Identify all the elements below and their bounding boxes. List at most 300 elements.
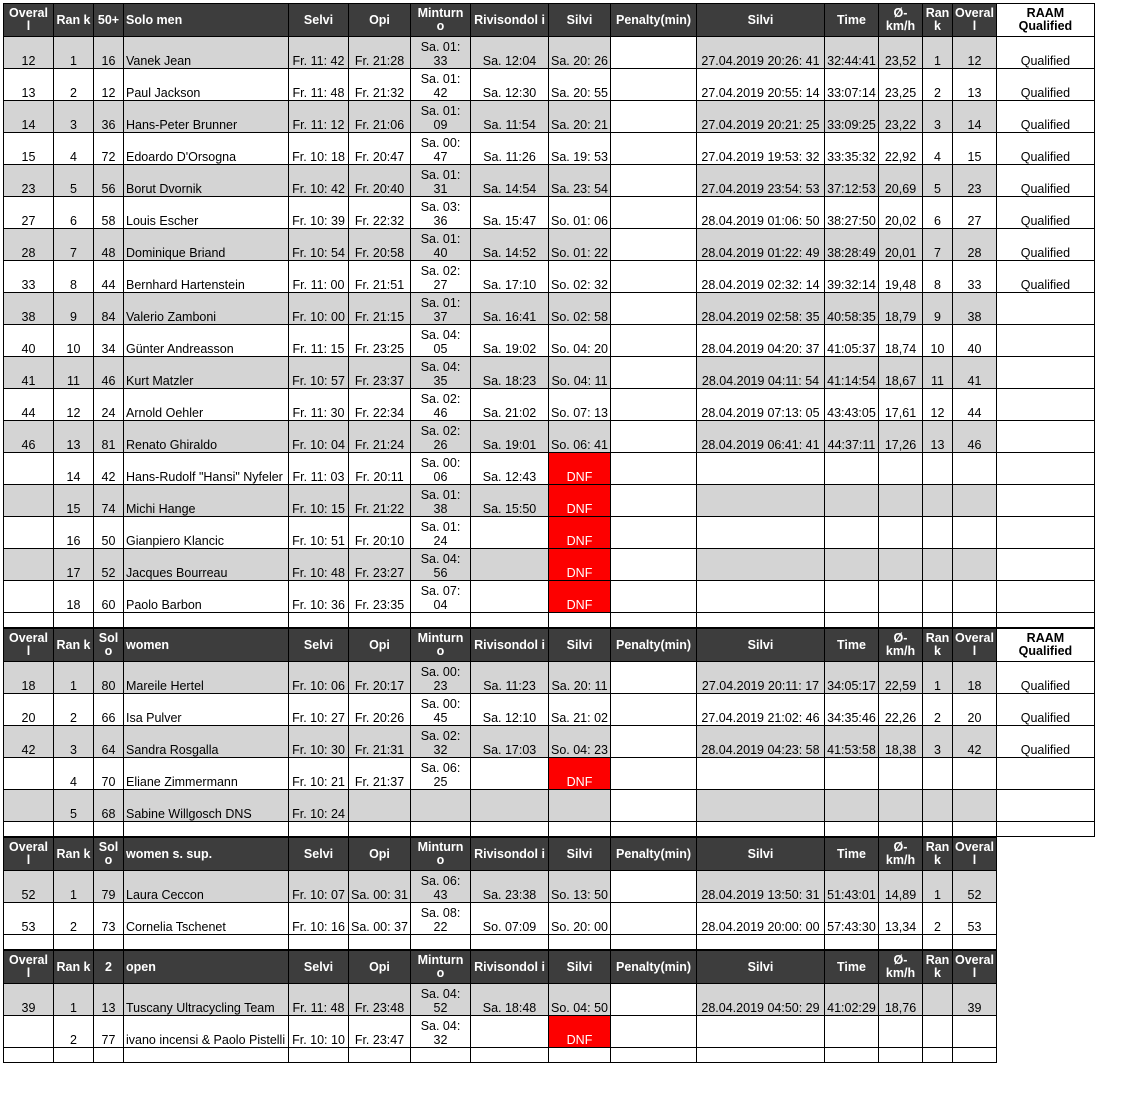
cell-selvi: Fr. 10: 42 bbox=[289, 165, 349, 197]
cell-silvi: So. 04: 23 bbox=[549, 726, 611, 758]
cell-opi: Fr. 22:32 bbox=[349, 197, 411, 229]
cell-bib: 52 bbox=[94, 549, 124, 581]
cell-overall: 39 bbox=[4, 984, 54, 1016]
cell-selvi: Fr. 10: 30 bbox=[289, 726, 349, 758]
table-row bbox=[4, 389, 1095, 421]
cell-raam bbox=[996, 325, 1094, 357]
spacer-cell bbox=[879, 613, 923, 628]
cell-time: 41:53:58 bbox=[825, 726, 879, 758]
cell-overall2: 28 bbox=[953, 229, 997, 261]
cell-minturno: Sa. 02: 27 bbox=[411, 261, 471, 293]
cell-rank: 10 bbox=[54, 325, 94, 357]
cell-overall bbox=[4, 549, 54, 581]
cell-bib: 44 bbox=[94, 261, 124, 293]
cell-silvi-finish: 28.04.2019 04:11: 54 bbox=[697, 357, 825, 389]
spacer-cell bbox=[124, 613, 289, 628]
cell-rank2 bbox=[923, 485, 953, 517]
cell-minturno: Sa. 04: 05 bbox=[411, 325, 471, 357]
cell-raam: Qualified bbox=[996, 133, 1094, 165]
table-row bbox=[4, 726, 1095, 758]
header-time: Time bbox=[825, 629, 879, 662]
table-row bbox=[4, 485, 1095, 517]
spacer-cell bbox=[54, 613, 94, 628]
cell-bib: 36 bbox=[94, 101, 124, 133]
table-row bbox=[4, 357, 1095, 389]
cell-selvi: Fr. 11: 15 bbox=[289, 325, 349, 357]
cell-rank: 3 bbox=[54, 101, 94, 133]
cell-rank: 1 bbox=[54, 662, 94, 694]
cell-penalty bbox=[611, 101, 697, 133]
spacer-cell bbox=[94, 822, 124, 837]
cell-rank: 1 bbox=[54, 984, 94, 1016]
table-row bbox=[4, 790, 1095, 822]
header-penalty: Penalty(min) bbox=[611, 629, 697, 662]
header-silvi: Silvi bbox=[549, 951, 611, 984]
cell-raam bbox=[996, 453, 1094, 485]
cell-opi bbox=[349, 790, 411, 822]
cell-silvi-finish: 28.04.2019 07:13: 05 bbox=[697, 389, 825, 421]
cell-penalty bbox=[611, 453, 697, 485]
cell-overall2: 23 bbox=[953, 165, 997, 197]
cell-penalty bbox=[611, 69, 697, 101]
spacer-cell bbox=[549, 822, 611, 837]
spacer-cell bbox=[996, 613, 1094, 628]
cell-penalty bbox=[611, 421, 697, 453]
cell-overall bbox=[4, 453, 54, 485]
cell-overall2: 15 bbox=[953, 133, 997, 165]
cell-name: Sabine Willgosch DNS bbox=[124, 790, 289, 822]
header-minturno: Minturn o bbox=[411, 951, 471, 984]
cell-opi: Fr. 22:34 bbox=[349, 389, 411, 421]
header-overall2: Overal l bbox=[953, 629, 997, 662]
header-selvi: Selvi bbox=[289, 838, 349, 871]
cell-selvi: Fr. 11: 42 bbox=[289, 37, 349, 69]
table-row bbox=[4, 453, 1095, 485]
cell-rank: 11 bbox=[54, 357, 94, 389]
cell-silvi: Sa. 21: 02 bbox=[549, 694, 611, 726]
cell-time bbox=[825, 453, 879, 485]
cell-rank2 bbox=[923, 790, 953, 822]
cell-silvi-finish: 28.04.2019 06:41: 41 bbox=[697, 421, 825, 453]
cell-name: Laura Ceccon bbox=[124, 871, 289, 903]
table-row bbox=[4, 517, 1095, 549]
cell-bib: 46 bbox=[94, 357, 124, 389]
spacer-cell bbox=[996, 822, 1094, 837]
header-rank2: Ran k bbox=[923, 838, 953, 871]
cell-rank2 bbox=[923, 984, 953, 1016]
spacer-cell bbox=[471, 1048, 549, 1063]
cell-opi: Fr. 20:47 bbox=[349, 133, 411, 165]
cell-selvi: Fr. 10: 10 bbox=[289, 1016, 349, 1048]
cell-time bbox=[825, 1016, 879, 1048]
cell-raam: Qualified bbox=[996, 165, 1094, 197]
table-row bbox=[4, 871, 997, 903]
cell-silvi: So. 13: 50 bbox=[549, 871, 611, 903]
cell-penalty bbox=[611, 133, 697, 165]
header-rank: Ran k bbox=[54, 838, 94, 871]
cell-bib: 68 bbox=[94, 790, 124, 822]
header-minturno: Minturn o bbox=[411, 629, 471, 662]
cell-silvi-finish bbox=[697, 485, 825, 517]
spacer-cell bbox=[879, 935, 923, 950]
cell-rank2: 7 bbox=[923, 229, 953, 261]
header-silvi-finish: Silvi bbox=[697, 838, 825, 871]
spacer-cell bbox=[611, 935, 697, 950]
cell-selvi: Fr. 11: 03 bbox=[289, 453, 349, 485]
cell-time bbox=[825, 790, 879, 822]
spacer-cell bbox=[697, 935, 825, 950]
cell-silvi: So. 01: 06 bbox=[549, 197, 611, 229]
cell-rank: 3 bbox=[54, 726, 94, 758]
header-bib: 2 bbox=[94, 951, 124, 984]
cell-overall2: 53 bbox=[953, 903, 997, 935]
cell-raam bbox=[996, 357, 1094, 389]
cell-rivisondoli: Sa. 12:04 bbox=[471, 37, 549, 69]
cell-opi: Fr. 23:47 bbox=[349, 1016, 411, 1048]
spacer-cell bbox=[879, 822, 923, 837]
cell-rivisondoli bbox=[471, 581, 549, 613]
cell-raam: Qualified bbox=[996, 261, 1094, 293]
cell-overall bbox=[4, 758, 54, 790]
cell-overall2: 13 bbox=[953, 69, 997, 101]
cell-rank2: 10 bbox=[923, 325, 953, 357]
cell-time: 32:44:41 bbox=[825, 37, 879, 69]
cell-speed: 20,01 bbox=[879, 229, 923, 261]
cell-overall: 53 bbox=[4, 903, 54, 935]
cell-speed bbox=[879, 581, 923, 613]
header-rivisondoli: Rivisondol i bbox=[471, 838, 549, 871]
cell-silvi-finish: 27.04.2019 20:21: 25 bbox=[697, 101, 825, 133]
header-minturno: Minturn o bbox=[411, 4, 471, 37]
cell-speed: 23,52 bbox=[879, 37, 923, 69]
cell-speed: 20,69 bbox=[879, 165, 923, 197]
cell-overall2: 38 bbox=[953, 293, 997, 325]
cell-selvi: Fr. 10: 21 bbox=[289, 758, 349, 790]
cell-speed: 19,48 bbox=[879, 261, 923, 293]
cell-overall: 27 bbox=[4, 197, 54, 229]
cell-name: Isa Pulver bbox=[124, 694, 289, 726]
cell-rank: 15 bbox=[54, 485, 94, 517]
spacer-cell bbox=[4, 822, 54, 837]
cell-overall2: 40 bbox=[953, 325, 997, 357]
header-minturno: Minturn o bbox=[411, 838, 471, 871]
cell-overall2: 41 bbox=[953, 357, 997, 389]
cell-rivisondoli bbox=[471, 758, 549, 790]
cell-silvi: DNF bbox=[549, 581, 611, 613]
header-rank2: Ran k bbox=[923, 951, 953, 984]
cell-silvi-finish: 28.04.2019 02:32: 14 bbox=[697, 261, 825, 293]
table-row bbox=[4, 229, 1095, 261]
spacer-cell bbox=[349, 935, 411, 950]
cell-time: 33:09:25 bbox=[825, 101, 879, 133]
cell-name: Edoardo D'Orsogna bbox=[124, 133, 289, 165]
cell-speed: 18,74 bbox=[879, 325, 923, 357]
cell-name: Günter Andreasson bbox=[124, 325, 289, 357]
cell-time: 39:32:14 bbox=[825, 261, 879, 293]
cell-selvi: Fr. 11: 12 bbox=[289, 101, 349, 133]
spacer-cell bbox=[549, 1048, 611, 1063]
header-speed: Ø-km/h bbox=[879, 951, 923, 984]
cell-bib: 73 bbox=[94, 903, 124, 935]
cell-selvi: Fr. 10: 15 bbox=[289, 485, 349, 517]
cell-opi: Fr. 21:15 bbox=[349, 293, 411, 325]
cell-penalty bbox=[611, 871, 697, 903]
cell-rivisondoli: Sa. 18:23 bbox=[471, 357, 549, 389]
cell-opi: Fr. 21:24 bbox=[349, 421, 411, 453]
cell-rivisondoli: Sa. 23:38 bbox=[471, 871, 549, 903]
cell-opi: Fr. 20:10 bbox=[349, 517, 411, 549]
cell-time: 34:35:46 bbox=[825, 694, 879, 726]
cell-name: Tuscany Ultracycling Team bbox=[124, 984, 289, 1016]
cell-time: 33:35:32 bbox=[825, 133, 879, 165]
header-overall2: Overal l bbox=[953, 951, 997, 984]
cell-overall2 bbox=[953, 549, 997, 581]
cell-silvi-finish bbox=[697, 1016, 825, 1048]
spacer-cell bbox=[4, 1048, 54, 1063]
header-rank: Ran k bbox=[54, 951, 94, 984]
cell-minturno: Sa. 00: 23 bbox=[411, 662, 471, 694]
header-opi: Opi bbox=[349, 951, 411, 984]
spacer-cell bbox=[124, 822, 289, 837]
spacer-cell bbox=[289, 1048, 349, 1063]
cell-silvi: So. 02: 58 bbox=[549, 293, 611, 325]
cell-silvi-finish bbox=[697, 453, 825, 485]
cell-overall: 40 bbox=[4, 325, 54, 357]
spacer-cell bbox=[923, 822, 953, 837]
spacer-cell bbox=[697, 613, 825, 628]
cell-overall bbox=[4, 581, 54, 613]
cell-speed: 23,22 bbox=[879, 101, 923, 133]
cell-minturno: Sa. 01: 37 bbox=[411, 293, 471, 325]
header-overall: Overal l bbox=[4, 629, 54, 662]
cell-selvi: Fr. 10: 39 bbox=[289, 197, 349, 229]
spacer-cell bbox=[549, 613, 611, 628]
cell-penalty bbox=[611, 517, 697, 549]
cell-minturno: Sa. 08: 22 bbox=[411, 903, 471, 935]
cell-rank2 bbox=[923, 758, 953, 790]
cell-raam: Qualified bbox=[996, 101, 1094, 133]
cell-name: Louis Escher bbox=[124, 197, 289, 229]
cell-rank2: 13 bbox=[923, 421, 953, 453]
cell-rank2: 1 bbox=[923, 871, 953, 903]
header-selvi: Selvi bbox=[289, 951, 349, 984]
cell-minturno: Sa. 04: 35 bbox=[411, 357, 471, 389]
spacer-cell bbox=[611, 1048, 697, 1063]
cell-minturno bbox=[411, 790, 471, 822]
header-overall2: Overal l bbox=[953, 4, 997, 37]
cell-silvi-finish: 27.04.2019 23:54: 53 bbox=[697, 165, 825, 197]
cell-penalty bbox=[611, 389, 697, 421]
cell-rank: 13 bbox=[54, 421, 94, 453]
cell-overall2: 27 bbox=[953, 197, 997, 229]
cell-time: 34:05:17 bbox=[825, 662, 879, 694]
cell-silvi-finish: 28.04.2019 20:00: 00 bbox=[697, 903, 825, 935]
cell-minturno: Sa. 00: 45 bbox=[411, 694, 471, 726]
cell-opi: Fr. 23:25 bbox=[349, 325, 411, 357]
cell-penalty bbox=[611, 758, 697, 790]
cell-selvi: Fr. 10: 36 bbox=[289, 581, 349, 613]
cell-penalty bbox=[611, 197, 697, 229]
spacer-row bbox=[4, 613, 1095, 628]
cell-rank: 14 bbox=[54, 453, 94, 485]
cell-minturno: Sa. 01: 33 bbox=[411, 37, 471, 69]
cell-penalty bbox=[611, 261, 697, 293]
spacer-cell bbox=[94, 1048, 124, 1063]
spacer-cell bbox=[411, 935, 471, 950]
cell-overall: 18 bbox=[4, 662, 54, 694]
cell-selvi: Fr. 10: 04 bbox=[289, 421, 349, 453]
cell-rank: 6 bbox=[54, 197, 94, 229]
cell-speed: 22,26 bbox=[879, 694, 923, 726]
cell-name: Vanek Jean bbox=[124, 37, 289, 69]
cell-rank2: 4 bbox=[923, 133, 953, 165]
cell-rank: 7 bbox=[54, 229, 94, 261]
spacer-cell bbox=[923, 1048, 953, 1063]
cell-selvi: Fr. 10: 27 bbox=[289, 694, 349, 726]
cell-rank: 5 bbox=[54, 165, 94, 197]
cell-speed bbox=[879, 517, 923, 549]
cell-time bbox=[825, 517, 879, 549]
cell-opi: Fr. 20:58 bbox=[349, 229, 411, 261]
cell-rivisondoli bbox=[471, 1016, 549, 1048]
table-row bbox=[4, 197, 1095, 229]
cell-name: Kurt Matzler bbox=[124, 357, 289, 389]
table-row bbox=[4, 694, 1095, 726]
cell-rank: 16 bbox=[54, 517, 94, 549]
cell-minturno: Sa. 02: 32 bbox=[411, 726, 471, 758]
cell-minturno: Sa. 00: 06 bbox=[411, 453, 471, 485]
cell-overall2: 52 bbox=[953, 871, 997, 903]
cell-silvi: DNF bbox=[549, 517, 611, 549]
cell-selvi: Fr. 10: 51 bbox=[289, 517, 349, 549]
spacer-cell bbox=[124, 1048, 289, 1063]
cell-rivisondoli: Sa. 12:43 bbox=[471, 453, 549, 485]
cell-time: 43:43:05 bbox=[825, 389, 879, 421]
spacer-cell bbox=[953, 935, 997, 950]
cell-rivisondoli: Sa. 14:52 bbox=[471, 229, 549, 261]
header-time: Time bbox=[825, 951, 879, 984]
cell-name: Hans-Rudolf "Hansi" Nyfeler bbox=[124, 453, 289, 485]
cell-bib: 81 bbox=[94, 421, 124, 453]
header-row bbox=[4, 4, 1095, 37]
cell-selvi: Fr. 11: 48 bbox=[289, 69, 349, 101]
cell-speed: 14,89 bbox=[879, 871, 923, 903]
cell-speed: 22,59 bbox=[879, 662, 923, 694]
header-silvi: Silvi bbox=[549, 4, 611, 37]
cell-silvi-finish: 27.04.2019 19:53: 32 bbox=[697, 133, 825, 165]
cell-rank: 2 bbox=[54, 1016, 94, 1048]
cell-rivisondoli bbox=[471, 517, 549, 549]
cell-penalty bbox=[611, 903, 697, 935]
cell-name: Valerio Zamboni bbox=[124, 293, 289, 325]
cell-raam bbox=[996, 549, 1094, 581]
cell-opi: Fr. 21:28 bbox=[349, 37, 411, 69]
cell-overall2: 12 bbox=[953, 37, 997, 69]
header-speed: Ø-km/h bbox=[879, 4, 923, 37]
cell-silvi-finish bbox=[697, 517, 825, 549]
cell-rank2: 9 bbox=[923, 293, 953, 325]
cell-opi: Fr. 23:48 bbox=[349, 984, 411, 1016]
cell-selvi: Fr. 10: 16 bbox=[289, 903, 349, 935]
spacer-cell bbox=[4, 613, 54, 628]
cell-rank2: 2 bbox=[923, 69, 953, 101]
spacer-cell bbox=[825, 613, 879, 628]
cell-overall: 38 bbox=[4, 293, 54, 325]
header-silvi-finish: Silvi bbox=[697, 4, 825, 37]
cell-time bbox=[825, 485, 879, 517]
header-speed: Ø-km/h bbox=[879, 838, 923, 871]
spacer-cell bbox=[953, 822, 997, 837]
cell-opi: Fr. 23:35 bbox=[349, 581, 411, 613]
cell-opi: Fr. 21:06 bbox=[349, 101, 411, 133]
cell-rank: 2 bbox=[54, 903, 94, 935]
cell-overall: 13 bbox=[4, 69, 54, 101]
spacer-cell bbox=[289, 935, 349, 950]
cell-overall2: 14 bbox=[953, 101, 997, 133]
cell-opi: Fr. 21:22 bbox=[349, 485, 411, 517]
header-overall: Overal l bbox=[4, 838, 54, 871]
cell-rank: 18 bbox=[54, 581, 94, 613]
cell-rivisondoli: Sa. 12:10 bbox=[471, 694, 549, 726]
header-time: Time bbox=[825, 4, 879, 37]
cell-overall: 28 bbox=[4, 229, 54, 261]
cell-bib: 84 bbox=[94, 293, 124, 325]
header-opi: Opi bbox=[349, 4, 411, 37]
cell-bib: 24 bbox=[94, 389, 124, 421]
spacer-cell bbox=[94, 613, 124, 628]
cell-name: ivano incensi & Paolo Pistelli bbox=[124, 1016, 289, 1048]
cell-speed bbox=[879, 485, 923, 517]
cell-silvi: DNF bbox=[549, 549, 611, 581]
cell-penalty bbox=[611, 549, 697, 581]
cell-selvi: Fr. 10: 54 bbox=[289, 229, 349, 261]
cell-speed: 20,02 bbox=[879, 197, 923, 229]
cell-penalty bbox=[611, 325, 697, 357]
cell-opi: Fr. 20:26 bbox=[349, 694, 411, 726]
cell-rank2 bbox=[923, 581, 953, 613]
cell-overall: 42 bbox=[4, 726, 54, 758]
cell-time: 44:37:11 bbox=[825, 421, 879, 453]
cell-raam bbox=[996, 517, 1094, 549]
header-row bbox=[4, 629, 1095, 662]
table-row bbox=[4, 325, 1095, 357]
cell-speed: 18,38 bbox=[879, 726, 923, 758]
cell-speed: 23,25 bbox=[879, 69, 923, 101]
cell-silvi: DNF bbox=[549, 453, 611, 485]
spacer-cell bbox=[923, 613, 953, 628]
cell-overall2 bbox=[953, 758, 997, 790]
cell-bib: 64 bbox=[94, 726, 124, 758]
cell-overall2: 20 bbox=[953, 694, 997, 726]
cell-selvi: Fr. 11: 30 bbox=[289, 389, 349, 421]
cell-raam: Qualified bbox=[996, 69, 1094, 101]
cell-bib: 79 bbox=[94, 871, 124, 903]
cell-selvi: Fr. 10: 24 bbox=[289, 790, 349, 822]
spacer-cell bbox=[471, 935, 549, 950]
cell-raam bbox=[996, 389, 1094, 421]
spacer-cell bbox=[923, 935, 953, 950]
spacer-cell bbox=[289, 613, 349, 628]
cell-silvi: Sa. 19: 53 bbox=[549, 133, 611, 165]
cell-minturno: Sa. 02: 26 bbox=[411, 421, 471, 453]
cell-overall2 bbox=[953, 453, 997, 485]
cell-minturno: Sa. 01: 38 bbox=[411, 485, 471, 517]
cell-bib: 60 bbox=[94, 581, 124, 613]
cell-raam: Qualified bbox=[996, 197, 1094, 229]
header-speed: Ø-km/h bbox=[879, 629, 923, 662]
cell-raam bbox=[996, 421, 1094, 453]
table-row bbox=[4, 101, 1095, 133]
